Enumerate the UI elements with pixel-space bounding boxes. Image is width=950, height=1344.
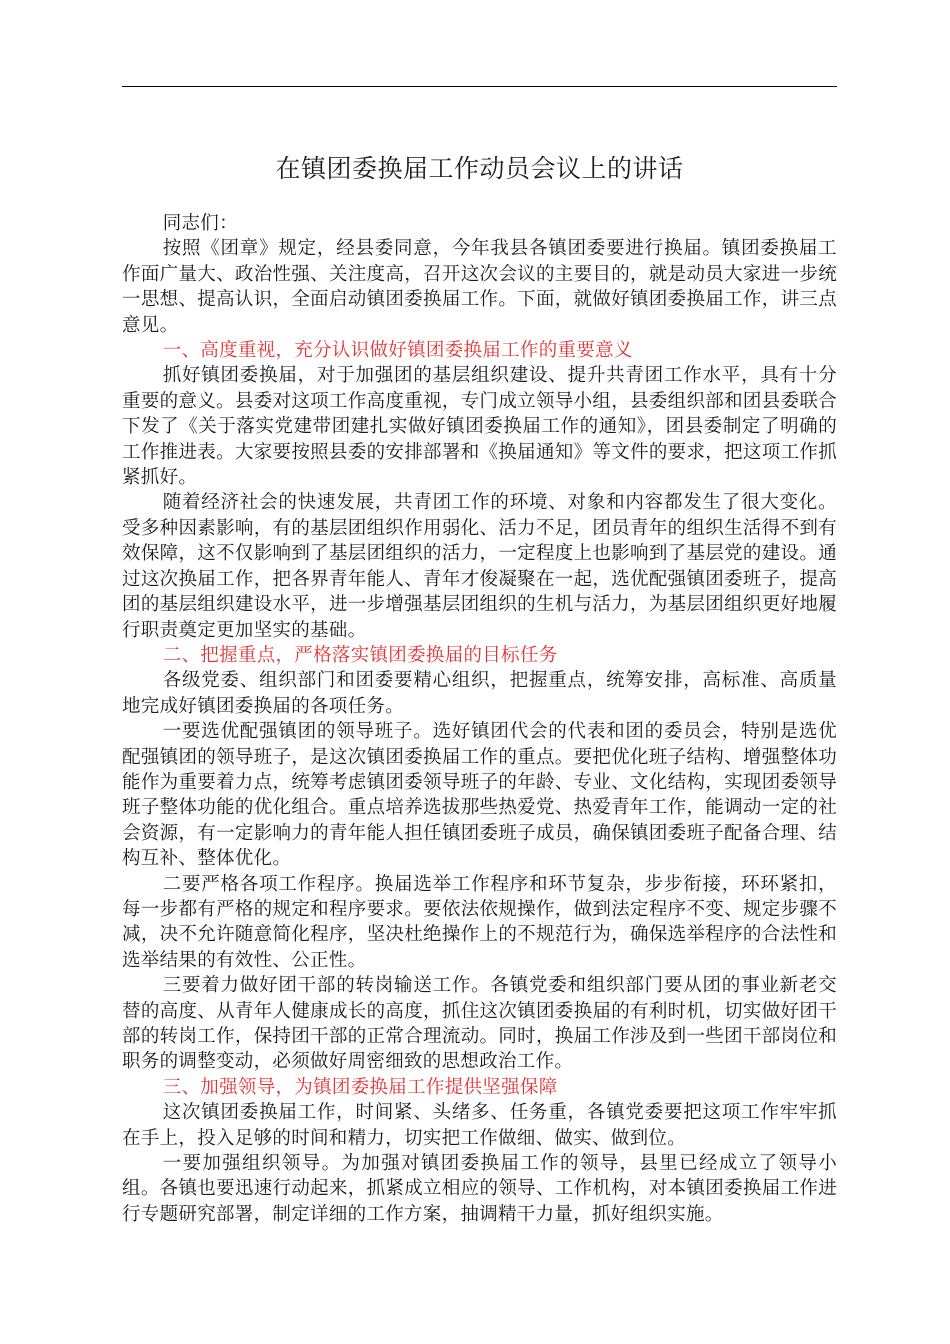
body-paragraph: 随着经济社会的快速发展，共青团工作的环境、对象和内容都发生了很大变化。受多种因素影响，有的基层团组织作用弱化、活力不足，团员青年的组织生活得不到有效保障，这不仅影响到了基层团组织的活力，一定程度上也影响到了基层党的建设。通过这次换届工作，把各界青年能人、青年才俊凝聚在一起，选优配强镇团委班子，提高团的基层组织建设水平，进一步增强基层团组织的生机与活力，为基层团组织更好地履行职责奠定更加坚实的基础。: [122, 492, 837, 641]
body-paragraph: 按照《团章》规定，经县委同意，今年我县各镇团委要进行换届。镇团委换届工作面广量大、政治性强、关注度高，召开这次会议的主要目的，就是动员大家进一步统一思想、提高认识，全面启动镇团委换届工作。下面，就做好镇团委换届工作，讲三点意见。: [122, 238, 837, 336]
document-title: 在镇团委换届工作动员会议上的讲话: [275, 154, 684, 183]
body-paragraph: 这次镇团委换届工作，时间紧、头绪多、任务重，各镇党委要把这项工作牢牢抓在手上，投入足够的时间和精力，切实把工作做细、做实、做到位。: [122, 1102, 837, 1149]
section-heading-1: 一、高度重视，充分认识做好镇团委换届工作的重要意义: [162, 340, 633, 362]
document-body: [122, 211, 837, 1227]
section-heading-2: 二、把握重点，严格落实镇团委换届的目标任务: [162, 644, 558, 666]
body-paragraph: 二要严格各项工作程序。换届选举工作程序和环节复杂，步步衔接，环环紧扣，每一步都有严格的规定和程序要求。要依法依规操作，做到法定程序不变、规定步骤不减，决不允许随意简化程序，坚决杜绝操作上的不规范行为，确保选举程序的合法性和选举结果的有效性、公正性。: [122, 873, 837, 971]
section-heading-3: 三、加强领导，为镇团委换届工作提供坚强保障: [162, 1076, 558, 1098]
body-paragraph: 三要着力做好团干部的转岗输送工作。各镇党委和组织部门要从团的事业新老交替的高度、从青年人健康成长的高度，抓住这次镇团委换届的有利时机，切实做好团干部的转岗工作，保持团干部的正常合理流动。同时，换届工作涉及到一些团干部岗位和职务的调整变动，必须做好周密细致的思想政治工作。: [122, 975, 837, 1073]
header-rule: [122, 86, 837, 87]
body-paragraph: 各级党委、组织部门和团委要精心组织，把握重点，统筹安排，高标准、高质量地完成好镇团委换届的各项任务。: [122, 670, 837, 717]
salutation: 同志们：: [162, 213, 238, 234]
body-paragraph: 一要加强组织领导。为加强对镇团委换届工作的领导，县里已经成立了领导小组。各镇也要迅速行动起来，抓紧成立相应的领导、工作机构，对本镇团委换届工作进行专题研究部署，制定详细的工作方案，抽调精干力量，抓好组织实施。: [122, 1153, 837, 1225]
body-paragraph: 抓好镇团委换届，对于加强团的基层组织建设、提升共青团工作水平，具有十分重要的意义。县委对这项工作高度重视，专门成立领导小组，县委组织部和团县委联合下发了《关于落实党建带团建扎实做好镇团委换届工作的通知》，团县委制定了明确的工作推进表。大家要按照县委的安排部署和《换届通知》等文件的要求，把这项工作抓紧抓好。: [122, 365, 837, 489]
body-paragraph: 一要选优配强镇团的领导班子。选好镇团代会的代表和团的委员会，特别是选优配强镇团的领导班子，是这次镇团委换届工作的重点。要把优化班子结构、增强整体功能作为重要着力点，统筹考虑镇团委领导班子的年龄、专业、文化结构，实现团委领导班子整体功能的优化组合。重点培养选拔那些热爱党、热爱青年工作，能调动一定的社会资源，有一定影响力的青年能人担任镇团委班子成员，确保镇团委班子配备合理、结构互补、整体优化。: [122, 721, 837, 870]
